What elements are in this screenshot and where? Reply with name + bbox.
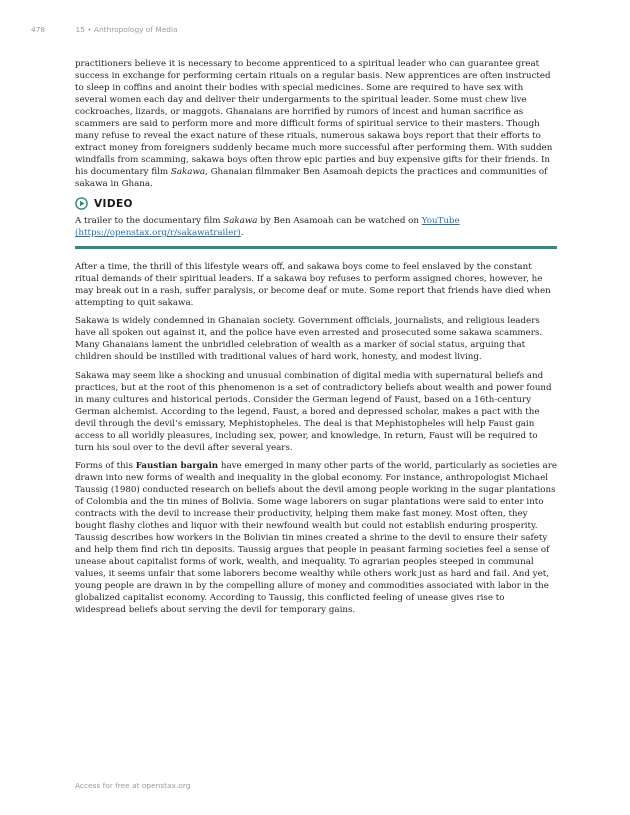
- video-film-title: Sakawa: [223, 216, 258, 226]
- chapter-title: 15 • Anthropology of Media: [75, 25, 178, 34]
- play-circle-icon: [75, 197, 88, 210]
- page-header: [31, 25, 178, 34]
- paragraph-5-text-b: have emerged in many other parts of the world, particularly as societies are drawn into new forms of wealth and inequality in the global economy. For instance, anthropologist Michael Taussig (1980) conducted research on beliefs about the devil among people working in the sugar plantations of Colombia and the tin mines of Bolivia. Some wage laborers on sugar plantations were said to enter into contracts with the devil to increase their productivity, helping them make fast money. Most often, they bought flashy clothes and liquor with their newfound wealth but could not establish enduring prosperity. Taussig describes how workers in the Bolivian tin mines created a shrine to the devil to ensure their safety and help them find rich tin deposits. Taussig argues that people in peasant farming societies feel a sense of unease about capitalist forms of work, wealth, and inequality. To agrarian peoples steeped in communal values, it seems unfair that some laborers become wealthy while others work just as hard and fail. And yet, young people are drawn in by the compelling allure of money and commodities associated with labor in the globalized capitalist economy. According to Taussig, this conflicted feeling of unease gives rise to widespread beliefs about serving the devil for temporary gains.: [75, 461, 557, 615]
- page-number: 478: [31, 25, 46, 34]
- paragraph-2: After a time, the thrill of this lifestyle wears off, and sakawa boys come to feel enslaved by the constant ritual demands of their spiritual leaders. If a sakawa boy refuses to perform assigned chores, however, he may break out in a rash, suffer paralysis, or become deaf or mute. Some report that friends have died when attempting to quit sakawa.: [75, 261, 551, 308]
- paragraph-3: Sakawa is widely condemned in Ghanaian society. Government officials, journalists, and religious leaders have all spoken out against it, and the police have even arrested and prosecuted some sakawa scammers. Many Ghanaians lament the unbridled celebration of wealth as a marker of social status, arguing that children should be instilled with traditional values of hard work, honesty, and modest living.: [75, 316, 543, 362]
- key-term: Faustian bargain: [135, 461, 219, 471]
- video-text-c: .: [240, 228, 244, 238]
- video-heading: [75, 197, 557, 210]
- video-heading-label: VIDEO: [94, 197, 133, 210]
- paragraph-5-text-a: Forms of this: [75, 461, 136, 471]
- paragraph-5: [75, 460, 557, 616]
- paragraph-1-text-a: practitioners believe it is necessary to become apprenticed to a spiritual leader who can guarantee great success in exchange for performing certain rituals on a regular basis. New apprentices are often instructed to sleep in coffins and anoint their bodies with special medicines. Some are required to have sex with several women each day and deliver their undergarments to the spiritual leader. Some must chew live cockroaches, lizards, or maggots. Ghanaians are horrified by rumors of incest and human sacrifice as scammers are said to perform more and more difficult forms of spiritual service to their masters. Though many refuse to reveal the exact nature of these rituals, numerous sakawa boys report that their efforts to extract money from foreigners suddenly became much more successful after performing them. With sudden windfalls from scamming, sakawa boys often throw epic parties and buy expensive gifts for their friends. In his documentary film: [75, 59, 553, 177]
- video-text-b: by Ben Asamoah can be watched on: [257, 216, 422, 226]
- feature-divider: [75, 246, 557, 249]
- page-footer: Access for free at openstax.org: [75, 781, 191, 790]
- main-content: [75, 58, 557, 623]
- video-feature-box: [75, 197, 557, 249]
- film-title: Sakawa: [170, 167, 206, 177]
- paragraph-4: Sakawa may seem like a shocking and unusual combination of digital media with supernatural beliefs and practices, but at the root of this phenomenon is a set of contradictory beliefs about wealth and power found in many cultures and historical periods. Consider the German legend of Faust, based on a 16th-century German alchemist. According to the legend, Faust, a bored and depressed scholar, makes a pact with the devil through the devil’s emissary, Mephistopheles. The deal is that Mephistopheles will help Faust gain access to all worldly pleasures, including sex, power, and knowledge. In return, Faust will be required to turn his soul over to the devil after several years.: [75, 370, 552, 453]
- video-description: [75, 215, 557, 239]
- video-text-a: A trailer to the documentary film: [75, 216, 224, 226]
- paragraph-1: [75, 58, 557, 190]
- youtube-link[interactable]: YouTube (https://openstax.org/r/sakawatrailer): [75, 216, 460, 238]
- paragraph-1-text-b: , Ghanaian filmmaker Ben Asamoah depicts the practices and communities of sakawa in Ghana.: [75, 167, 548, 189]
